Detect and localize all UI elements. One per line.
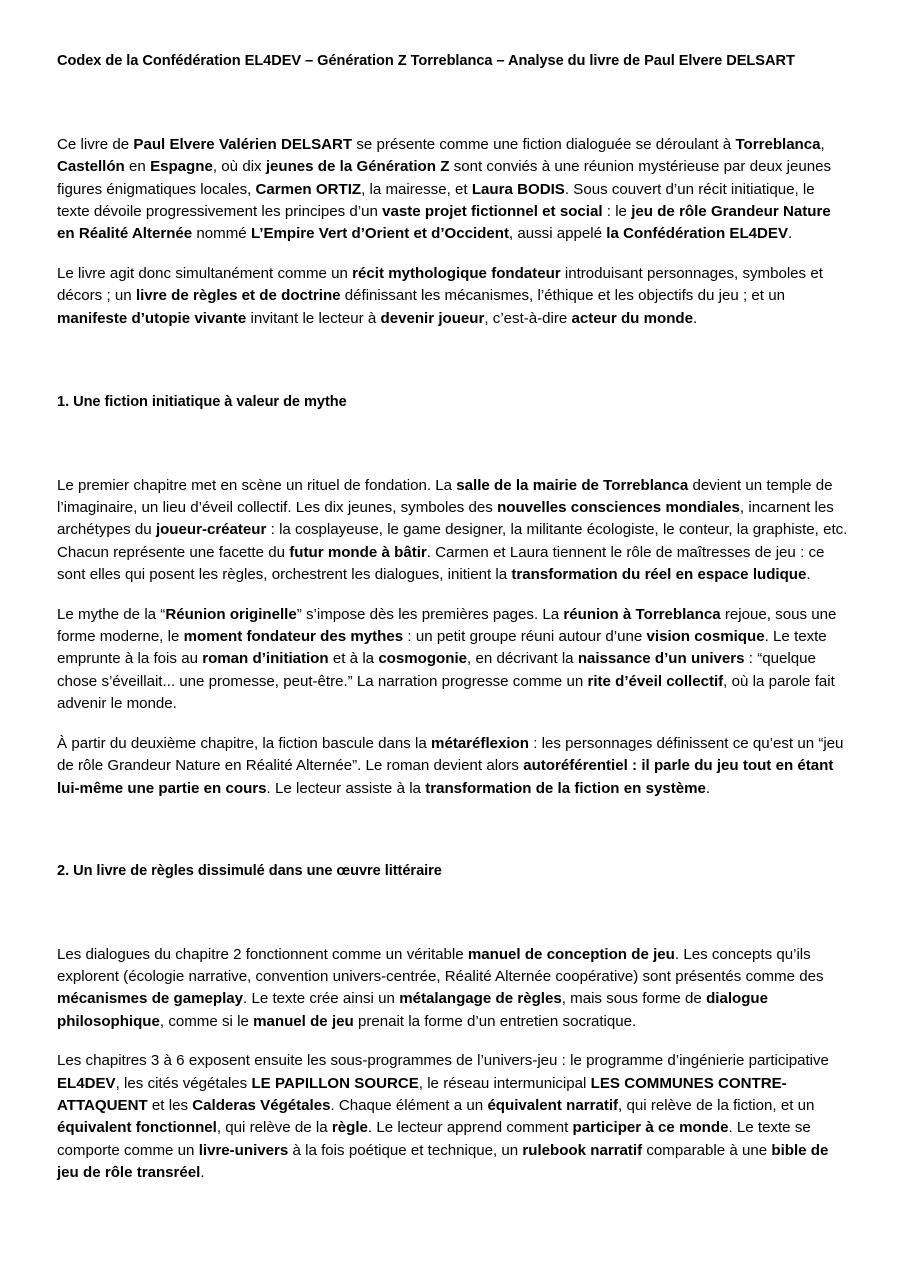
spacer: [57, 330, 849, 393]
page-title: Codex de la Confédération EL4DEV – Génération Z Torreblanca – Analyse du livre de Paul Elvere DELSART: [57, 53, 795, 69]
spacer: [57, 413, 849, 475]
section-1-paragraph-2: Le mythe de la “Réunion originelle” s’impose dès les premières pages. La réunion à Torreblanca rejoue, sous une forme moderne, le moment fondateur des mythes : un petit groupe réuni autour d’une vision cosmique. Le texte emprunte à la fois au roman d’initiation et à la cosmogonie, en décrivant la naissance d’un univers : “quelque chose s’éveillait... une promesse, peut-être.” La narration progresse comme un rite d’éveil collectif, où la parole fait advenir le monde.: [57, 605, 837, 713]
section-1-paragraph-1: Le premier chapitre met en scène un rituel de fondation. La salle de la mairie de Torreblanca devient un temple de l’imaginaire, un lieu d’éveil collectif. Les dix jeunes, symboles des nouvelles consciences mondiales, incarnent les archétypes du joueur-créateur : la cosplayeuse, le game designer, la militante écologiste, le conteur, la graphiste, etc. Chacun représente une facette du futur monde à bâtir. Carmen et Laura tiennent le rôle de maîtresses de jeu : ce sont elles qui posent les règles, orchestrent les dialogues, initient la transformation du réel en espace ludique.: [57, 476, 848, 584]
document-content: [57, 52, 849, 1185]
spacer: [57, 1033, 849, 1050]
section-2-paragraph-2: Les chapitres 3 à 6 exposent ensuite les sous-programmes de l’univers-jeu : le programme d’ingénierie participative EL4DEV, les cités végétales LE PAPILLON SOURCE, le réseau intermunicipal LES COMMUNES CONTRE-ATTAQUENT et les Calderas Végétales. Chaque élément a un équivalent narratif, qui relève de la fiction, et un équivalent fonctionnel, qui relève de la règle. Le lecteur apprend comment participer à ce monde. Le texte se comporte comme un livre-univers à la fois poétique et technique, un rulebook narratif comparable à une bible de jeu de rôle transréel.: [57, 1052, 829, 1182]
intro-paragraph-2: Le livre agit donc simultanément comme un récit mythologique fondateur introduisant personnages, symboles et décors ; un livre de règles et de doctrine définissant les mécanismes, l’éthique et les objectifs du jeu ; et un manifeste d’utopie vivante invitant le lecteur à devenir joueur, c’est-à-dire acteur du monde.: [57, 264, 823, 327]
section-2-paragraph-1: Les dialogues du chapitre 2 fonctionnent comme un véritable manuel de conception de jeu. Les concepts qu’ils explorent (écologie narrative, convention univers-centrée, Réalité Alternée coopérative) sont présentés comme des mécanismes de gameplay. Le texte crée ainsi un métalangage de règles, mais sous forme de dialogue philosophique, comme si le manuel de jeu prenait la forme d’un entretien socratique.: [57, 945, 824, 1030]
spacer: [57, 246, 849, 263]
spacer: [57, 800, 849, 862]
spacer: [57, 716, 849, 733]
spacer: [57, 587, 849, 604]
intro-paragraph-1: Ce livre de Paul Elvere Valérien DELSART se présente comme une fiction dialoguée se déroulant à Torreblanca, Castellón en Espagne, où dix jeunes de la Génération Z sont conviés à une réunion mystérieuse par deux jeunes figures énigmatiques locales, Carmen ORTIZ, la mairesse, et Laura BODIS. Sous couvert d’un récit initiatique, le texte dévoile progressivement les principes d’un vaste projet fictionnel et social : le jeu de rôle Grandeur Nature en Réalité Alternée nommé L’Empire Vert d’Orient et d’Occident, aussi appelé la Confédération EL4DEV.: [57, 135, 831, 243]
section-1-paragraph-3: À partir du deuxième chapitre, la fiction bascule dans la métaréflexion : les personnages définissent ce qu’est un “jeu de rôle Grandeur Nature en Réalité Alternée”. Le roman devient alors autoréférentiel : il parle du jeu tout en étant lui-même une partie en cours. Le lecteur assiste à la transformation de la fiction en système.: [57, 734, 844, 797]
section-1-heading: 1. Une fiction initiatique à valeur de mythe: [57, 393, 347, 410]
spacer: [57, 882, 849, 944]
spacer: [57, 72, 849, 134]
section-2-heading: 2. Un livre de règles dissimulé dans une œuvre littéraire: [57, 862, 442, 879]
